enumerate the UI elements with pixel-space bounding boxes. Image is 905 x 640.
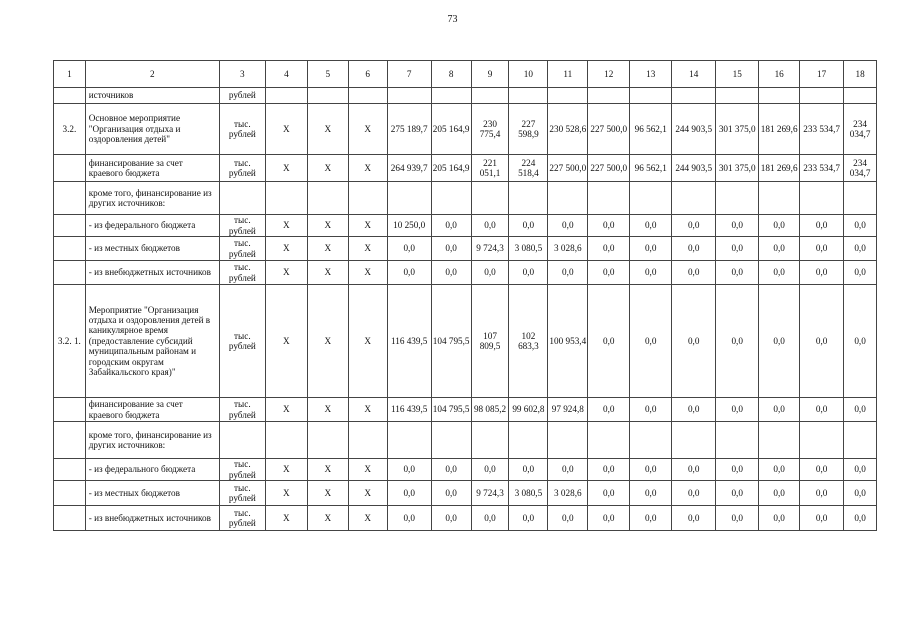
value-cell: X [348, 237, 387, 261]
value-cell: 0,0 [844, 459, 877, 481]
table-row [54, 261, 877, 285]
value-cell: 10 250,0 [387, 215, 431, 237]
value-cell: 0,0 [672, 398, 716, 422]
value-cell: 0,0 [387, 261, 431, 285]
value-cell: 0,0 [588, 398, 630, 422]
row-number [54, 88, 86, 104]
value-cell: 0,0 [630, 215, 672, 237]
value-cell: 0,0 [588, 261, 630, 285]
value-cell: 107 809,5 [471, 285, 509, 398]
value-cell [307, 182, 348, 215]
row-unit: тыс. рублей [219, 481, 265, 506]
row-description: финансирование за счет краевого бюджета [85, 155, 219, 182]
value-cell: 0,0 [431, 215, 471, 237]
value-cell [307, 88, 348, 104]
value-cell: 0,0 [548, 506, 588, 531]
column-header: 4 [265, 61, 307, 88]
value-cell: 0,0 [759, 215, 800, 237]
value-cell: 102 683,3 [509, 285, 548, 398]
value-cell: 0,0 [630, 459, 672, 481]
table-row [54, 459, 877, 481]
value-cell: 0,0 [716, 261, 759, 285]
value-cell: 116 439,5 [387, 398, 431, 422]
value-cell: 0,0 [471, 215, 509, 237]
value-cell [588, 182, 630, 215]
value-cell: 0,0 [672, 261, 716, 285]
value-cell: 181 269,6 [759, 104, 800, 155]
value-cell: 0,0 [588, 481, 630, 506]
row-number [54, 422, 86, 459]
value-cell: 104 795,5 [431, 285, 471, 398]
value-cell: 0,0 [471, 459, 509, 481]
value-cell [348, 182, 387, 215]
value-cell: X [348, 215, 387, 237]
value-cell: 0,0 [716, 285, 759, 398]
value-cell: 0,0 [844, 481, 877, 506]
row-description: - из местных бюджетов [85, 237, 219, 261]
value-cell [471, 422, 509, 459]
value-cell [431, 422, 471, 459]
value-cell: 234 034,7 [844, 104, 877, 155]
column-header: 2 [85, 61, 219, 88]
column-header: 16 [759, 61, 800, 88]
table-row [54, 88, 877, 104]
value-cell: 0,0 [630, 506, 672, 531]
row-number [54, 215, 86, 237]
budget-table [53, 60, 877, 531]
row-number [54, 155, 86, 182]
column-header: 3 [219, 61, 265, 88]
row-unit: тыс. рублей [219, 261, 265, 285]
value-cell: X [307, 104, 348, 155]
value-cell: 0,0 [759, 237, 800, 261]
value-cell: X [307, 398, 348, 422]
value-cell: 205 164,9 [431, 104, 471, 155]
value-cell: 0,0 [672, 215, 716, 237]
value-cell: 0,0 [800, 398, 844, 422]
value-cell [759, 422, 800, 459]
row-unit: тыс. рублей [219, 155, 265, 182]
value-cell: 205 164,9 [431, 155, 471, 182]
value-cell: 116 439,5 [387, 285, 431, 398]
value-cell: 221 051,1 [471, 155, 509, 182]
value-cell: X [348, 481, 387, 506]
column-header: 6 [348, 61, 387, 88]
value-cell: 227 598,9 [509, 104, 548, 155]
value-cell: X [307, 481, 348, 506]
row-description: Основное мероприятие "Организация отдыха и оздоровления детей" [85, 104, 219, 155]
value-cell [588, 88, 630, 104]
value-cell [800, 182, 844, 215]
value-cell: X [265, 237, 307, 261]
value-cell: 0,0 [387, 506, 431, 531]
row-description: - из федерального бюджета [85, 215, 219, 237]
value-cell: X [265, 481, 307, 506]
row-number [54, 237, 86, 261]
value-cell: X [265, 506, 307, 531]
value-cell: 0,0 [716, 398, 759, 422]
value-cell: 233 534,7 [800, 155, 844, 182]
value-cell: 3 028,6 [548, 237, 588, 261]
value-cell: 0,0 [509, 506, 548, 531]
column-header: 14 [672, 61, 716, 88]
value-cell: X [348, 155, 387, 182]
table-row [54, 422, 877, 459]
table-row [54, 506, 877, 531]
value-cell: X [348, 285, 387, 398]
value-cell [548, 182, 588, 215]
value-cell: 0,0 [548, 215, 588, 237]
value-cell [844, 88, 877, 104]
value-cell: X [307, 506, 348, 531]
value-cell [348, 422, 387, 459]
value-cell [630, 88, 672, 104]
value-cell: 0,0 [716, 481, 759, 506]
value-cell: 0,0 [431, 481, 471, 506]
value-cell [588, 422, 630, 459]
value-cell: 0,0 [548, 261, 588, 285]
row-unit: тыс. рублей [219, 215, 265, 237]
value-cell [265, 88, 307, 104]
value-cell [759, 182, 800, 215]
value-cell: 0,0 [431, 261, 471, 285]
table-row [54, 237, 877, 261]
value-cell: 0,0 [509, 215, 548, 237]
value-cell: 227 500,0 [548, 155, 588, 182]
row-description: финансирование за счет краевого бюджета [85, 398, 219, 422]
value-cell: 0,0 [800, 481, 844, 506]
value-cell: 9 724,3 [471, 481, 509, 506]
value-cell [548, 422, 588, 459]
value-cell: 0,0 [630, 285, 672, 398]
value-cell: 100 953,4 [548, 285, 588, 398]
value-cell: 0,0 [759, 481, 800, 506]
value-cell: 0,0 [800, 237, 844, 261]
value-cell: 0,0 [471, 506, 509, 531]
value-cell [800, 422, 844, 459]
value-cell [307, 422, 348, 459]
value-cell [431, 182, 471, 215]
value-cell: 227 500,0 [588, 155, 630, 182]
row-number: 3.2. [54, 104, 86, 155]
value-cell: 0,0 [431, 459, 471, 481]
value-cell: 0,0 [588, 459, 630, 481]
value-cell [716, 88, 759, 104]
value-cell [509, 422, 548, 459]
page-number: 73 [447, 14, 458, 25]
value-cell: 0,0 [509, 459, 548, 481]
row-description: - из местных бюджетов [85, 481, 219, 506]
value-cell [672, 422, 716, 459]
value-cell: 0,0 [387, 481, 431, 506]
value-cell: 0,0 [509, 261, 548, 285]
value-cell: 99 602,8 [509, 398, 548, 422]
value-cell: 0,0 [387, 459, 431, 481]
value-cell: 0,0 [759, 506, 800, 531]
value-cell: 233 534,7 [800, 104, 844, 155]
row-description: - из федерального бюджета [85, 459, 219, 481]
value-cell [471, 182, 509, 215]
value-cell: 104 795,5 [431, 398, 471, 422]
value-cell [672, 88, 716, 104]
row-unit [219, 422, 265, 459]
column-header: 13 [630, 61, 672, 88]
value-cell: X [348, 506, 387, 531]
row-number [54, 459, 86, 481]
column-header: 1 [54, 61, 86, 88]
value-cell: X [307, 215, 348, 237]
value-cell: 0,0 [716, 215, 759, 237]
value-cell: X [307, 285, 348, 398]
value-cell: 0,0 [471, 261, 509, 285]
value-cell: 0,0 [759, 459, 800, 481]
value-cell: 0,0 [588, 506, 630, 531]
column-header: 18 [844, 61, 877, 88]
value-cell: X [348, 459, 387, 481]
table-row [54, 104, 877, 155]
value-cell: X [265, 398, 307, 422]
value-cell: 181 269,6 [759, 155, 800, 182]
table-row [54, 285, 877, 398]
value-cell: 230 528,6 [548, 104, 588, 155]
value-cell: 0,0 [387, 237, 431, 261]
value-cell: 98 085,2 [471, 398, 509, 422]
row-number [54, 261, 86, 285]
row-description: - из внебюджетных источников [85, 506, 219, 531]
column-header: 17 [800, 61, 844, 88]
value-cell: 0,0 [588, 215, 630, 237]
row-unit: тыс. рублей [219, 104, 265, 155]
column-header: 12 [588, 61, 630, 88]
column-header: 7 [387, 61, 431, 88]
value-cell: 3 080,5 [509, 481, 548, 506]
value-cell: 0,0 [672, 237, 716, 261]
row-unit: тыс. рублей [219, 506, 265, 531]
value-cell: 97 924,8 [548, 398, 588, 422]
value-cell: 0,0 [588, 285, 630, 398]
value-cell: 0,0 [630, 481, 672, 506]
value-cell: 0,0 [759, 285, 800, 398]
value-cell: X [265, 215, 307, 237]
value-cell: 0,0 [759, 261, 800, 285]
value-cell: 0,0 [716, 459, 759, 481]
value-cell: X [265, 104, 307, 155]
column-header: 11 [548, 61, 588, 88]
value-cell: 227 500,0 [588, 104, 630, 155]
value-cell: 9 724,3 [471, 237, 509, 261]
value-cell: 0,0 [672, 285, 716, 398]
value-cell [265, 182, 307, 215]
row-unit: тыс. рублей [219, 398, 265, 422]
row-unit: тыс. рублей [219, 237, 265, 261]
value-cell: X [265, 459, 307, 481]
value-cell: X [265, 261, 307, 285]
table-row [54, 155, 877, 182]
value-cell [844, 422, 877, 459]
row-number [54, 506, 86, 531]
value-cell [800, 88, 844, 104]
value-cell: X [348, 261, 387, 285]
column-header: 10 [509, 61, 548, 88]
row-description: Мероприятие "Организация отдыха и оздоровления детей в каникулярное время (предоставление субсидий муниципальным районам и городским округам Забайкальского края)" [85, 285, 219, 398]
value-cell: 0,0 [431, 506, 471, 531]
value-cell: 0,0 [672, 459, 716, 481]
row-number [54, 182, 86, 215]
value-cell: X [307, 155, 348, 182]
value-cell [431, 88, 471, 104]
table-row [54, 481, 877, 506]
value-cell: 0,0 [800, 459, 844, 481]
value-cell: X [265, 155, 307, 182]
value-cell: 3 028,6 [548, 481, 588, 506]
value-cell: 301 375,0 [716, 155, 759, 182]
value-cell: X [348, 104, 387, 155]
row-unit: рублей [219, 88, 265, 104]
value-cell: X [348, 398, 387, 422]
value-cell: 224 518,4 [509, 155, 548, 182]
row-description: - из внебюджетных источников [85, 261, 219, 285]
value-cell: X [307, 459, 348, 481]
value-cell [672, 182, 716, 215]
row-number [54, 398, 86, 422]
value-cell: 0,0 [800, 506, 844, 531]
value-cell [716, 182, 759, 215]
value-cell [348, 88, 387, 104]
value-cell: 0,0 [548, 459, 588, 481]
value-cell [387, 182, 431, 215]
value-cell: 0,0 [800, 285, 844, 398]
value-cell [759, 88, 800, 104]
value-cell [630, 182, 672, 215]
value-cell: 3 080,5 [509, 237, 548, 261]
column-header: 15 [716, 61, 759, 88]
value-cell [387, 88, 431, 104]
value-cell: 244 903,5 [672, 104, 716, 155]
row-number [54, 481, 86, 506]
value-cell [387, 422, 431, 459]
value-cell: 0,0 [800, 215, 844, 237]
column-header: 9 [471, 61, 509, 88]
value-cell: 0,0 [672, 506, 716, 531]
header-row [54, 61, 877, 88]
value-cell: 0,0 [630, 237, 672, 261]
value-cell: 0,0 [844, 261, 877, 285]
value-cell: 96 562,1 [630, 104, 672, 155]
value-cell: 0,0 [844, 398, 877, 422]
value-cell: 96 562,1 [630, 155, 672, 182]
value-cell: 0,0 [630, 261, 672, 285]
value-cell: 0,0 [844, 215, 877, 237]
value-cell: 275 189,7 [387, 104, 431, 155]
value-cell [630, 422, 672, 459]
row-description: кроме того, финансирование из других источников: [85, 422, 219, 459]
row-unit: тыс. рублей [219, 285, 265, 398]
value-cell: 244 903,5 [672, 155, 716, 182]
column-header: 8 [431, 61, 471, 88]
value-cell: 0,0 [716, 237, 759, 261]
value-cell: 301 375,0 [716, 104, 759, 155]
value-cell: 0,0 [431, 237, 471, 261]
table-row [54, 215, 877, 237]
row-unit [219, 182, 265, 215]
table-row [54, 182, 877, 215]
value-cell: 0,0 [759, 398, 800, 422]
value-cell: 0,0 [630, 398, 672, 422]
value-cell: 0,0 [672, 481, 716, 506]
value-cell [471, 88, 509, 104]
value-cell: 0,0 [844, 285, 877, 398]
value-cell: 0,0 [844, 506, 877, 531]
value-cell [509, 182, 548, 215]
value-cell [265, 422, 307, 459]
value-cell [844, 182, 877, 215]
value-cell: 0,0 [716, 506, 759, 531]
value-cell [509, 88, 548, 104]
value-cell: X [307, 261, 348, 285]
row-description: кроме того, финансирование из других источников: [85, 182, 219, 215]
value-cell [548, 88, 588, 104]
value-cell [716, 422, 759, 459]
value-cell: 230 775,4 [471, 104, 509, 155]
row-number: 3.2. 1. [54, 285, 86, 398]
row-description: источников [85, 88, 219, 104]
value-cell: 0,0 [800, 261, 844, 285]
value-cell: 0,0 [844, 237, 877, 261]
value-cell: 234 034,7 [844, 155, 877, 182]
table-row [54, 398, 877, 422]
column-header: 5 [307, 61, 348, 88]
value-cell: 0,0 [588, 237, 630, 261]
value-cell: X [265, 285, 307, 398]
value-cell: X [307, 237, 348, 261]
value-cell: 264 939,7 [387, 155, 431, 182]
row-unit: тыс. рублей [219, 459, 265, 481]
